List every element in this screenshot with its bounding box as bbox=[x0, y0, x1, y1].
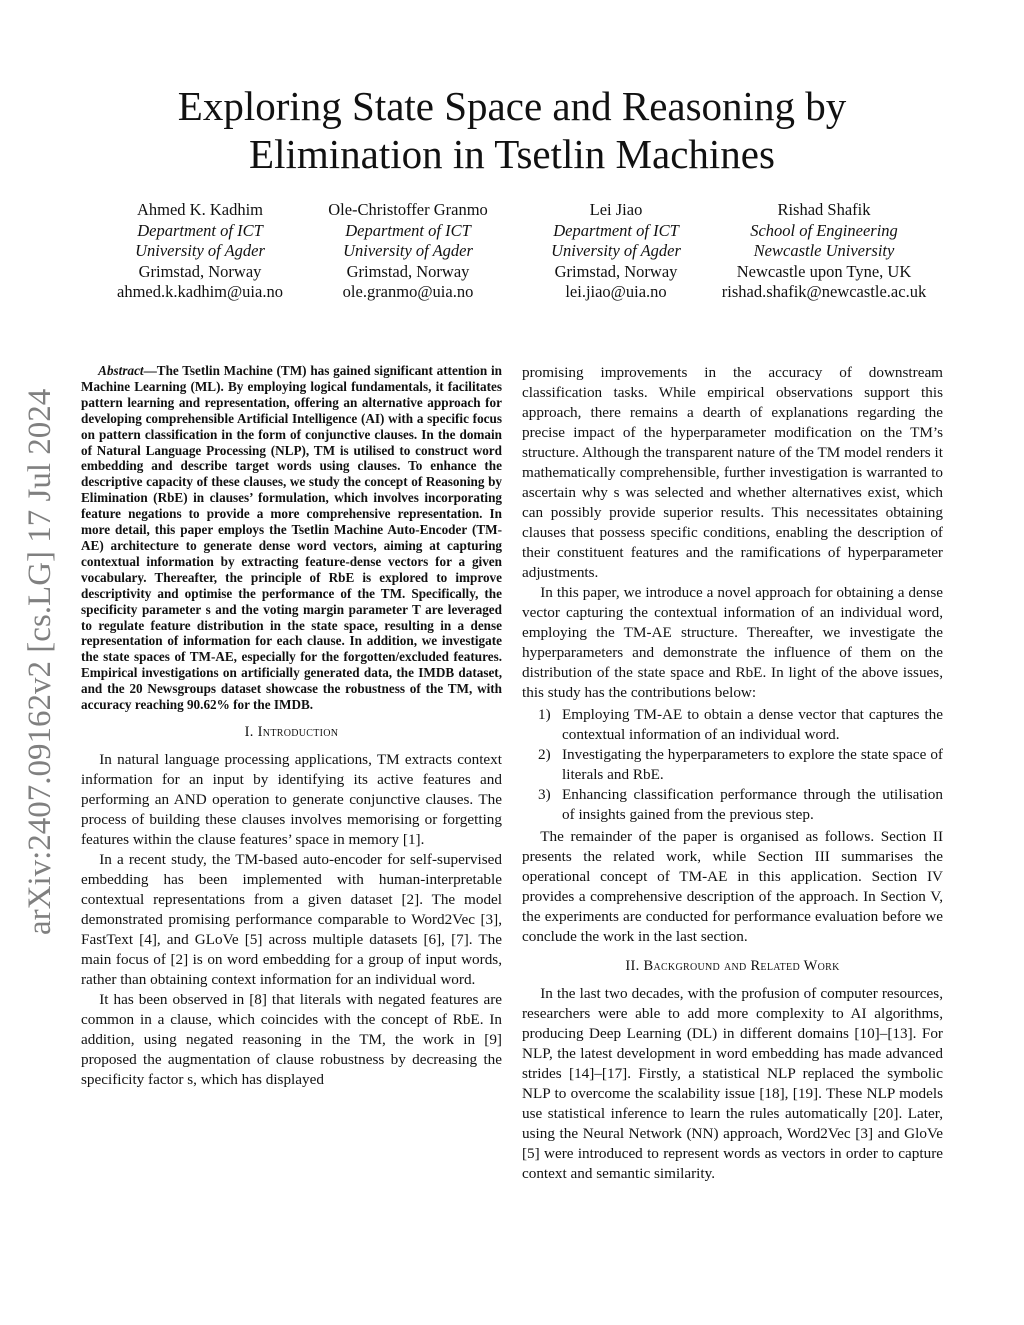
list-item-number: 2) bbox=[538, 746, 551, 763]
intro-paragraph-1: In natural language processing applications, TM extracts context information for an input by identifying its active features and performing an AND operation to generate conjunctive clauses. The process of building these clauses involves memorising or forgetting features within the clause features’ space in memory [1]. bbox=[81, 750, 502, 848]
author-4 bbox=[720, 200, 928, 303]
list-item-text: Investigating the hyperparameters to explore the state space of literals and RbE. bbox=[562, 746, 943, 783]
list-item bbox=[522, 705, 943, 745]
intro-paragraph-3-continued: promising improvements in the accuracy of downstream classification tasks. While empirical observations support this approach, there remains a dearth of explanations regarding the precise impact of the hyperparameter modification on the TM’s structure. Although the transparent nature of the TM model renders it mathematically comprehensible, further investigation is warranted to ascertain why s was selected and whether alternatives exist, which can possibly provide superior results. This necessitates obtaining clauses that possess specific conditions, enabling the description of their constituent features and the ramifications of hyperparameter adjustments. bbox=[522, 364, 943, 581]
arxiv-identifier: arXiv:2407.09162v2 [cs.LG] 17 Jul 2024 bbox=[22, 388, 58, 935]
author-location: Grimstad, Norway bbox=[346, 261, 470, 281]
author-2 bbox=[304, 200, 512, 303]
abstract bbox=[81, 363, 502, 713]
abstract-label: Abstract bbox=[98, 363, 144, 378]
section-title: Introduction bbox=[257, 723, 339, 740]
section-title: Background and Related Work bbox=[643, 958, 840, 974]
author-department: Department of ICT bbox=[345, 220, 471, 240]
author-name: Ahmed K. Kadhim bbox=[136, 200, 264, 219]
section-number: II. bbox=[625, 958, 640, 974]
paper-title: Exploring State Space and Reasoning by Elimination in Tsetlin Machines bbox=[177, 83, 847, 177]
abstract-text: —The Tsetlin Machine (TM) has gained significant attention in Machine Learning (ML). By employing logical fundamentals, it facilitates pattern learning and representation, offering an alternative approach for developing comprehensible Artificial Intelligence (AI) with a specific focus on pattern classification in the form of conjunctive clauses. In the domain of Natural Language Processing (NLP), TM is utilised to construct word embedding and describe target words using clauses. To enhance the descriptive capacity of these clauses, we study the concept of Reasoning by Elimination (RbE) in clauses’ formulation, which involves incorporating feature negations to provide a more comprehensive representation. In more detail, this paper employs the Tsetlin Machine Auto-Encoder (TM-AE) architecture to generate dense word vectors, aiming at capturing contextual information by extracting feature-dense vectors for a given vocabulary. Thereafter, the principle of RbE is explored to improve descriptivity and optimise the performance of the TM. Specifically, the specificity parameter s and the voting margin parameter T are leveraged to regulate feature distribution in the state space, resulting in a dense representation of information for each clause. In addition, we investigate the state spaces of TM-AE, especially for the forgotten/excluded features. Empirical investigations on artificially generated data, the IMDB dataset, and the 20 Newsgroups dataset showcase the robustness of the TM, with accuracy reaching 90.62% for the IMDB. bbox=[81, 363, 502, 713]
author-email: lei.jiao@uia.no bbox=[565, 282, 667, 301]
list-item-number: 1) bbox=[538, 706, 551, 723]
author-name: Ole-Christoffer Granmo bbox=[328, 200, 488, 219]
list-item-text: Enhancing classification performance through the utilisation of insights gained from the previous step. bbox=[562, 786, 943, 823]
author-location: Newcastle upon Tyne, UK bbox=[736, 261, 912, 281]
right-column bbox=[522, 363, 943, 1184]
author-1 bbox=[96, 200, 304, 303]
author-organization: University of Agder bbox=[551, 241, 681, 260]
list-item bbox=[522, 745, 943, 785]
author-location: Grimstad, Norway bbox=[554, 261, 678, 281]
author-name: Rishad Shafik bbox=[777, 200, 871, 219]
author-department: Department of ICT bbox=[137, 220, 263, 240]
intro-paragraph-2: In a recent study, the TM-based auto-encoder for self-supervised embedding has been implemented with human-interpretable contextual representations from a given dataset [2]. The model demonstrated promising performance comparable to Word2Vec [3], FastText [4], and GLoVe [5] across multiple datasets [6], [7]. The main focus of [2] is on word embedding for a group of input words, rather than obtaining context information for an individual word. bbox=[81, 850, 502, 988]
author-location: Grimstad, Norway bbox=[138, 261, 262, 281]
author-department: School of Engineering bbox=[750, 220, 898, 240]
author-block bbox=[96, 200, 928, 303]
intro-paragraph-3: It has been observed in [8] that literals with negated features are common in a clause, which coincides with the concept of RbE. In addition, using negated reasoning in the TM, the work in [9] proposed the augmentation of clause robustness by decreasing the specificity factor s, which has displayed bbox=[81, 990, 502, 1088]
section-number: I. bbox=[244, 723, 254, 740]
list-item bbox=[522, 785, 943, 825]
author-organization: University of Agder bbox=[343, 241, 473, 260]
list-item-text: Employing TM-AE to obtain a dense vector that captures the contextual information of an individual word. bbox=[562, 706, 943, 743]
author-organization: University of Agder bbox=[135, 241, 265, 260]
list-item-number: 3) bbox=[538, 786, 551, 803]
intro-paragraph-4: In this paper, we introduce a novel approach for obtaining a dense vector capturing the contextual information of an individual word, employing the TM-AE structure. Thereafter, we investigate the hyperparameters and demonstrate the influence of them on the distribution of the state space and RbE. In light of the above issues, this study has the contributions below: bbox=[522, 584, 943, 701]
contributions-list bbox=[522, 705, 943, 825]
section-heading-introduction bbox=[81, 722, 502, 742]
intro-paragraph-5: The remainder of the paper is organised as follows. Section II presents the related work, while Section III summarises the operational concept of TM-AE in this application. Section IV provides a comprehensive description of the approach. In Section V, the experiments are conducted for performance evaluation before we conclude the work in the last section. bbox=[522, 828, 943, 945]
section-heading-background bbox=[522, 956, 943, 976]
author-department: Department of ICT bbox=[553, 220, 679, 240]
author-3 bbox=[512, 200, 720, 303]
author-email: rishad.shafik@newcastle.ac.uk bbox=[721, 282, 927, 301]
author-name: Lei Jiao bbox=[589, 200, 643, 219]
author-organization: Newcastle University bbox=[753, 241, 895, 260]
left-column bbox=[81, 363, 502, 1090]
background-paragraph-1: In the last two decades, with the profusion of computer resources, researchers were able to add more complexity to AI algorithms, producing Deep Learning (DL) in different domains [10]–[13]. For NLP, the latest development in word embedding has made advanced strides [14]–[17]. Firstly, a statistical NLP replaced the symbolic NLP to overcome the scalability issue [18], [19]. These NLP models use statistical inference to learn the rules automatically [20]. Later, using the Neural Network (NN) approach, Word2Vec [3] and GloVe [5] were introduced to represent words as vectors in order to capture context and semantic similarity. bbox=[522, 985, 943, 1182]
author-email: ole.granmo@uia.no bbox=[342, 282, 474, 301]
author-email: ahmed.k.kadhim@uia.no bbox=[117, 282, 283, 301]
